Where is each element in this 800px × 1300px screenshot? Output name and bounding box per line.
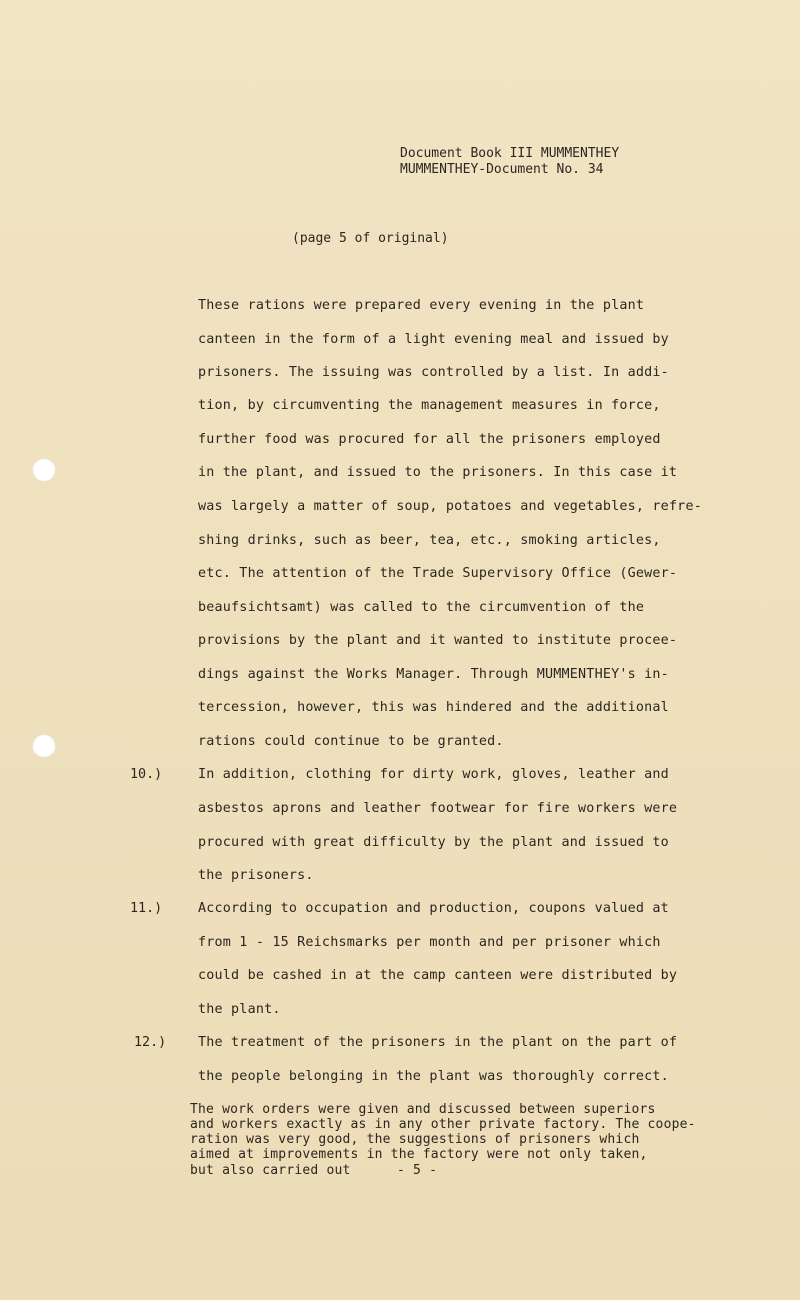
body-line: The work orders were given and discussed between superiors [190, 1102, 656, 1117]
body-line: etc. The attention of the Trade Supervisory Office (Gewer- [198, 566, 678, 581]
header-line-2: MUMMENTHEY-Document No. 34 [400, 162, 604, 177]
body-line: canteen in the form of a light evening meal and issued by [198, 332, 669, 347]
document-header [400, 146, 619, 178]
punch-hole-lower [32, 734, 56, 758]
body-line: rations could continue to be granted. [198, 734, 504, 749]
body-line: shing drinks, such as beer, tea, etc., smoking articles, [198, 533, 661, 548]
body-line: prisoners. The issuing was controlled by a list. In addi- [198, 365, 669, 380]
body-line: dings against the Works Manager. Through MUMMENTHEY's in- [198, 667, 669, 682]
body-line: could be cashed in at the camp canteen were distributed by [198, 968, 678, 983]
body-line: beaufsichtsamt) was called to the circumvention of the [198, 600, 645, 615]
body-line: from 1 - 15 Reichsmarks per month and per prisoner which [198, 935, 661, 950]
punch-hole-upper [32, 458, 56, 482]
body-line: and workers exactly as in any other private factory. The coope- [190, 1117, 696, 1132]
page-number: - 5 - [397, 1163, 438, 1178]
paragraph-number: 12.) [134, 1035, 167, 1050]
body-line: These rations were prepared every evening in the plant [198, 298, 645, 313]
body-line: the people belonging in the plant was thoroughly correct. [198, 1069, 669, 1084]
body-line: tercession, however, this was hindered and the additional [198, 700, 669, 715]
body-line: The treatment of the prisoners in the plant on the part of [198, 1035, 678, 1050]
original-page-note: (page 5 of original) [292, 231, 449, 246]
body-line: ration was very good, the suggestions of prisoners which [190, 1132, 640, 1147]
paragraph-number: 11.) [130, 901, 163, 916]
body-line: the prisoners. [198, 868, 314, 883]
body-line: provisions by the plant and it wanted to institute procee- [198, 633, 678, 648]
body-line: In addition, clothing for dirty work, gloves, leather and [198, 767, 669, 782]
body-line: the plant. [198, 1002, 281, 1017]
body-line: in the plant, and issued to the prisoners. In this case it [198, 465, 678, 480]
body-line: tion, by circumventing the management measures in force, [198, 398, 661, 413]
body-line: further food was procured for all the prisoners employed [198, 432, 661, 447]
body-line: According to occupation and production, coupons valued at [198, 901, 669, 916]
body-line: aimed at improvements in the factory were not only taken, [190, 1147, 648, 1162]
body-line: but also carried out [190, 1163, 351, 1178]
body-line: asbestos aprons and leather footwear for fire workers were [198, 801, 678, 816]
body-line: procured with great difficulty by the plant and issued to [198, 835, 669, 850]
header-line-1: Document Book III MUMMENTHEY [400, 146, 620, 161]
paragraph-number: 10.) [130, 767, 163, 782]
body-line: was largely a matter of soup, potatoes and vegetables, refre- [198, 499, 702, 514]
